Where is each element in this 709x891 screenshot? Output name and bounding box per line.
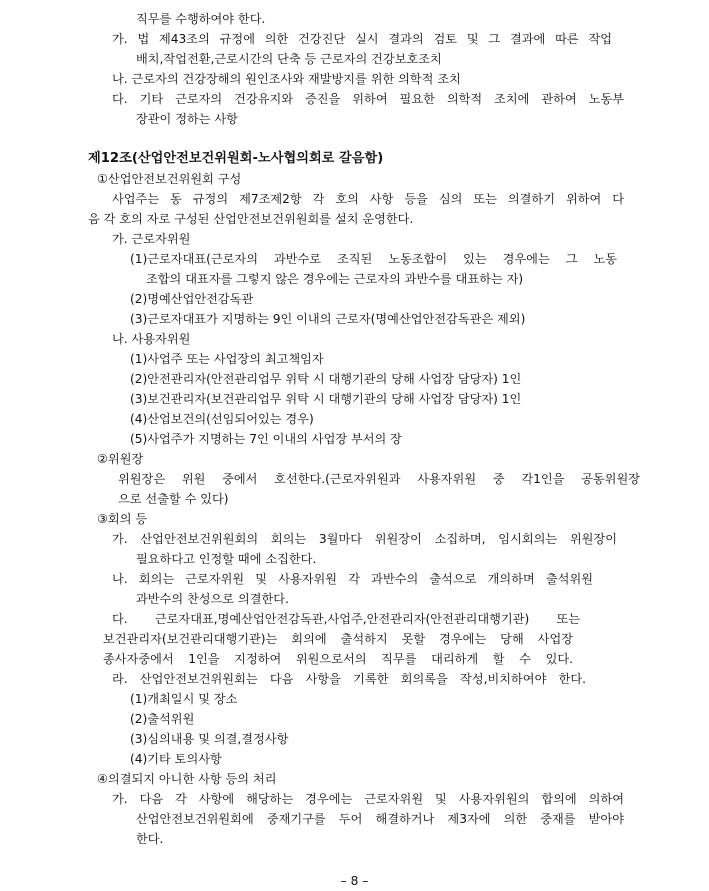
- text-line: 보건관리자(보건관리대행기관)는 회의에 출석하지 못할 경우에는 당해 사업장: [103, 632, 573, 646]
- text-line: 가. 법 제43조의 규정에 의한 건강진단 실시 결과의 검토 및 그 결과에 따른 작업: [112, 32, 612, 46]
- text-line: 사업주는 동 규정의 제7조제2항 각 호의 사항 등을 심의 또는 의결하기 위하여 다: [112, 192, 624, 206]
- text-line: 직무를 수행하여야 한다.: [136, 12, 266, 26]
- text-line: 다. 근로자대표,명예산업안전감독관,사업주,안전관리자(안전관리대행기관) 또는: [112, 612, 580, 626]
- text-line: 조합의 대표자를 그렇지 않은 경우에는 근로자의 과반수를 대표하는 자): [146, 272, 524, 286]
- text-line: 과반수의 찬성으로 의결한다.: [136, 592, 289, 606]
- text-line: 음 각 호의 자로 구성된 산업안전보건위원회를 설치 운영한다.: [88, 212, 414, 226]
- text-line: (5)사업주가 지명하는 7인 이내의 사업장 부서의 장: [130, 432, 402, 446]
- text-line: (4)기타 토의사항: [130, 752, 222, 766]
- text-line: 나. 사용자위원: [112, 332, 191, 346]
- text-line: (2)안전관리자(안전관리업무 위탁 시 대행기관의 당해 사업장 담당자) 1인: [130, 372, 522, 386]
- text-line: (2)명예산업안전감독관: [130, 292, 254, 306]
- text-line: (1)개최일시 및 장소: [130, 692, 238, 706]
- text-line: (3)근로자대표가 지명하는 9인 이내의 근로자(명예산업안전감독관은 제외): [130, 312, 526, 326]
- text-line: 산업안전보건위원회에 중재기구를 두어 해결하거나 제3자에 의한 중재를 받아야: [136, 812, 624, 826]
- text-line: 으로 선출할 수 있다): [118, 492, 229, 506]
- section-heading: 제12조(산업안전보건위원회-노사협의회로 갈음함): [88, 151, 384, 166]
- text-line: (2)출석위원: [130, 712, 195, 726]
- text-line: 다. 기타 근로자의 건강유지와 증진을 위하여 필요한 의학적 조치에 관하여 노동부: [112, 92, 624, 106]
- text-line: 배치,작업전환,근로시간의 단축 등 근로자의 건강보호조치: [136, 52, 442, 66]
- text-line: 장관이 정하는 사항: [136, 112, 238, 126]
- text-line: (3)보건관리자(보건관리업무 위탁 시 대행기관의 당해 사업장 담당자) 1인: [130, 392, 522, 406]
- subsection-heading: ①산업안전보건위원회 구성: [97, 172, 242, 186]
- text-line: 나. 근로자의 건강장해의 원인조사와 재발방지를 위한 의학적 조치: [112, 72, 461, 86]
- subsection-heading: ④의결되지 아니한 사항 등의 처리: [97, 772, 277, 786]
- text-line: 필요하다고 인정할 때에 소집한다.: [136, 552, 317, 566]
- text-line: 한다.: [136, 832, 164, 846]
- text-line: 라. 산업안전보건위원회는 다음 사항을 기록한 회의록을 작성,비치하여야 한다.: [112, 672, 586, 686]
- text-line: (4)산업보건의(선임되어있는 경우): [130, 412, 314, 426]
- page-number: – 8 –: [340, 874, 369, 888]
- text-line: 위원장은 위원 중에서 호선한다.(근로자위원과 사용자위원 중 각1인을 공동위원장: [118, 472, 640, 486]
- text-line: 종사자중에서 1인을 지정하여 위원으로서의 직무를 대리하게 할 수 있다.: [103, 652, 573, 666]
- text-line: 가. 근로자위원: [112, 232, 191, 246]
- text-line: (1)근로자대표(근로자의 과반수로 조직된 노동조합이 있는 경우에는 그 노동: [130, 252, 617, 266]
- text-line: 가. 산업안전보건위원회의 회의는 3월마다 위원장이 소집하며, 임시회의는 위원장이: [112, 532, 617, 546]
- subsection-heading: ③회의 등: [97, 512, 148, 526]
- text-line: (1)사업주 또는 사업장의 최고책임자: [130, 352, 324, 366]
- text-line: (3)심의내용 및 의결,결정사항: [130, 732, 289, 746]
- text-line: 나. 회의는 근로자위원 및 사용자위원 각 과반수의 출석으로 개의하며 출석위원: [112, 572, 593, 586]
- subsection-heading: ②위원장: [97, 452, 144, 466]
- text-line: 가. 다음 각 사항에 해당하는 경우에는 근로자위원 및 사용자위원의 합의에 의하여: [112, 792, 624, 806]
